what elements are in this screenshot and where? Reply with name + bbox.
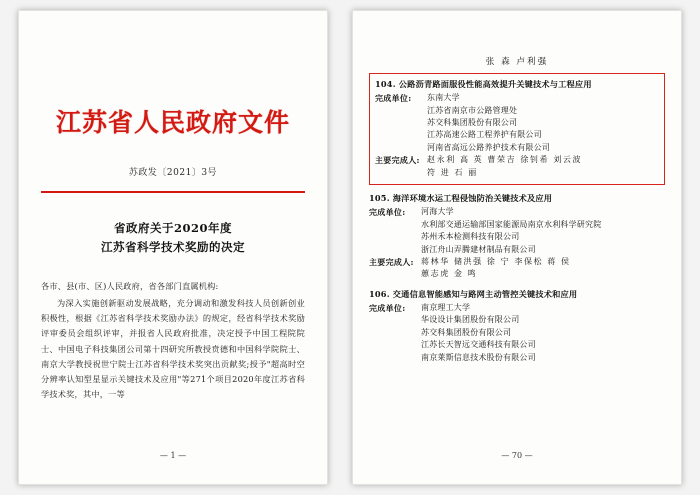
unit-item: 苏交科集团股份有限公司: [421, 327, 512, 337]
unit-item: 南京理工大学: [421, 302, 471, 312]
row-label: 完成单位:: [369, 302, 406, 313]
continued-names: 张 森 卢利强: [485, 57, 549, 67]
entry-row-persons: [375, 154, 659, 179]
unit-item: 水利部交通运输部国家能源局南京水利科学研究院: [421, 219, 602, 229]
entry-row-persons: [369, 256, 665, 281]
unit-item: 浙江舟山弄腾建材制品有限公司: [421, 244, 536, 254]
unit-item: 河海大学: [421, 207, 454, 217]
body-text: [41, 279, 305, 402]
unit-item: 河南省高远公路养护技术有限公司: [427, 142, 550, 152]
page-title: 江苏省人民政府文件: [55, 108, 290, 137]
unit-item: 华设设计集团股份有限公司: [421, 315, 520, 325]
left-page-number: — 1 —: [159, 451, 187, 460]
decision-title: [41, 219, 305, 257]
right-page-content: [369, 55, 665, 466]
left-page-content: [41, 31, 305, 466]
row-label: 完成单位:: [369, 207, 406, 218]
unit-item: 南京莱斯信息技术股份有限公司: [421, 352, 536, 362]
row-label: 主要完成人:: [369, 256, 414, 267]
right-page-number: — 70 —: [501, 451, 533, 460]
entry-title: 105. 海洋环境水运工程侵蚀防治关键技术及应用: [369, 193, 553, 204]
entry-row-units: [369, 206, 665, 256]
award-entry: [369, 288, 665, 364]
decision-title-line-1: 省政府关于2020年度: [113, 221, 232, 235]
left-page: [18, 10, 328, 485]
body-paragraph: 各市、县(市、区)人民政府，省各部门直属机构:: [41, 280, 219, 291]
right-page: [352, 10, 682, 485]
unit-item: 江苏高速公路工程养护有限公司: [427, 130, 542, 140]
award-entry: [369, 192, 665, 281]
unit-item: 东南大学: [427, 93, 460, 103]
red-divider-rule: [41, 191, 305, 193]
document-number: 苏政发〔2021〕3号: [128, 168, 218, 178]
row-label: 完成单位:: [375, 93, 412, 104]
unit-item: 江苏长天智远交通科技有限公司: [421, 340, 536, 350]
body-paragraph: 为深入实施创新驱动发展战略，充分调动和激发科技人员创新创业积极性，根据《江苏省科学技术奖励办法》的规定，经省科学技术奖励评审委员会组织评审，并报省人民政府批准，决定授予中国工程院院士、中国电子科技集团公司第十四研究所教授贲德和中国科学院院士、南京大学教授祝世宁院士江苏省科学技术奖突出贡献奖;授予"超高时空分辨率认知型星显示关键技术及应用"等271个项目2020年度江苏省科学技术奖，其中，一等: [41, 298, 305, 400]
entry-title: 106. 交通信息智能感知与路网主动管控关键技术和应用: [369, 288, 578, 299]
row-values: [423, 154, 659, 179]
entry-title: 104. 公路沥青路面服役性能高效提升关键技术与工程应用: [375, 79, 592, 89]
person-item: 赵永利 高 英 曹荣吉 徐钊希 刘云波: [427, 155, 583, 165]
row-values: [417, 206, 665, 256]
person-item: 蕙志虎 金 鸣: [421, 269, 478, 279]
unit-item: 江苏省南京市公路管理处: [427, 105, 518, 115]
row-values: [417, 256, 665, 281]
row-label: 主要完成人:: [375, 155, 420, 166]
award-entry: [375, 78, 659, 179]
entry-row-units: [369, 302, 665, 364]
highlight-box-entry-104: [369, 73, 665, 185]
unit-item: 苏交科集团股份有限公司: [427, 118, 518, 128]
person-item: 符 进 石 丽: [427, 167, 478, 177]
decision-title-line-2: 江苏省科学技术奖励的决定: [101, 239, 245, 254]
row-values: [423, 92, 659, 154]
row-values: [417, 302, 665, 364]
unit-item: 苏州禾本检测科技有限公司: [421, 232, 520, 242]
entry-row-units: [375, 92, 659, 154]
person-item: 蒋林华 储洪强 徐 宁 李保松 蒋 侯: [421, 256, 571, 266]
